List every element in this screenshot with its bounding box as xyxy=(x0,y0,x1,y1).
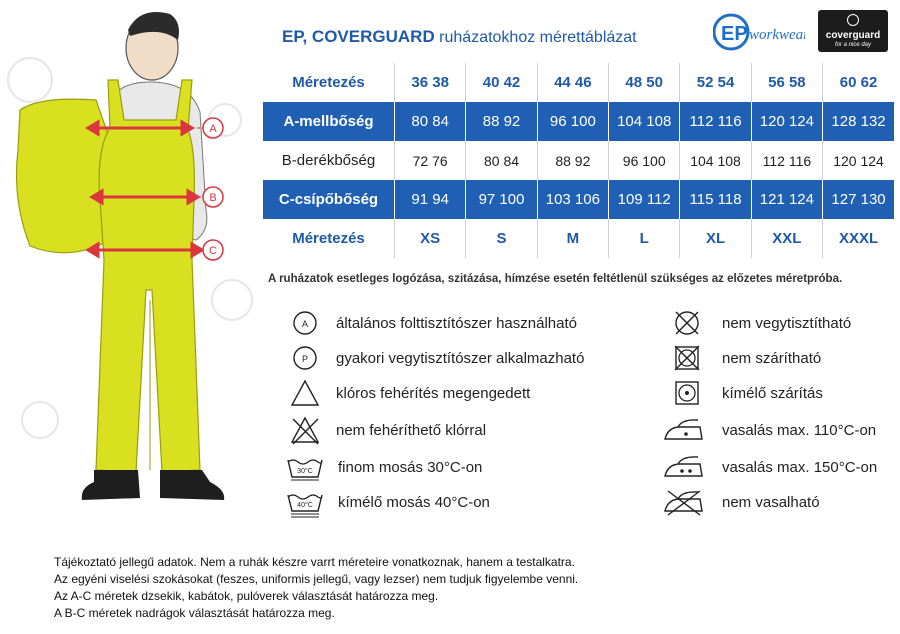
size-cell: 60 62 xyxy=(823,63,894,102)
table-cell: 72 76 xyxy=(395,141,466,180)
table-cell: 120 124 xyxy=(823,141,894,180)
size-cell: S xyxy=(466,219,537,258)
size-cell: XL xyxy=(680,219,751,258)
tumble-dry-gentle-icon xyxy=(672,378,702,408)
chest-row xyxy=(263,102,894,141)
size-cell: 44 46 xyxy=(537,63,608,102)
coverguard-logo-tagline: for a nice day xyxy=(834,42,872,48)
table-cell: 121 124 xyxy=(751,180,822,219)
care-text: kímélő szárítás xyxy=(722,385,823,402)
title-brand: EP, COVERGUARD xyxy=(282,27,435,46)
svg-text:30°C: 30°C xyxy=(297,468,313,475)
table-cell: 96 100 xyxy=(609,141,680,180)
table-cell: 104 108 xyxy=(609,102,680,141)
table-cell: 128 132 xyxy=(823,102,894,141)
marker-a-label: A xyxy=(209,123,217,135)
footnote-line: A B-C méretek nadrágok választását határozza meg. xyxy=(54,606,335,620)
table-cell: 91 94 xyxy=(395,180,466,219)
ep-logo-text: workwear xyxy=(749,27,805,43)
svg-text:A: A xyxy=(301,319,309,329)
size-cell: XS xyxy=(395,219,466,258)
coverguard-logo-word: coverguard xyxy=(825,30,881,41)
care-text: nem vegytisztítható xyxy=(722,315,852,332)
marker-c-label: C xyxy=(209,245,217,257)
table-cell: 103 106 xyxy=(537,180,608,219)
table-cell: 80 84 xyxy=(466,141,537,180)
footnote-line: Tájékoztató jellegű adatok. Nem a ruhák készre varrt méreteire vonatkoznak, hanem a testalkatra. xyxy=(54,555,575,569)
table-cell: 80 84 xyxy=(395,102,466,141)
table-cell: 112 116 xyxy=(751,141,822,180)
footnote-line: Az egyéni viselési szokásokat (feszes, uniformis jellegű, vagy lezser) nem tudjuk figyelembe venni. xyxy=(54,572,579,586)
table-cell: 109 112 xyxy=(609,180,680,219)
care-text: vasalás max. 110°C-on xyxy=(722,422,877,439)
care-text: nem fehéríthető klórral xyxy=(336,422,487,439)
row-label: B-derékbőség xyxy=(281,152,376,169)
iron-crossed-icon xyxy=(662,487,706,517)
row-label: Méretezés xyxy=(292,230,365,247)
size-cell: 52 54 xyxy=(680,63,751,102)
size-cell: 40 42 xyxy=(466,63,537,102)
svg-text:P: P xyxy=(301,354,309,364)
table-cell: 96 100 xyxy=(537,102,608,141)
table-cell: 97 100 xyxy=(466,180,537,219)
wash-30-icon xyxy=(285,452,325,482)
circle-a-icon xyxy=(290,308,320,338)
size-cell: XXXL xyxy=(823,219,894,258)
coverguard-logo xyxy=(818,10,888,52)
size-cell: M xyxy=(537,219,608,258)
care-text: finom mosás 30°C-on xyxy=(338,459,483,476)
globe-icon xyxy=(847,14,859,26)
size-cell: 48 50 xyxy=(609,63,680,102)
ep-workwear-logo xyxy=(713,12,805,52)
row-label: Méretezés xyxy=(292,74,365,91)
table-cell: 115 118 xyxy=(680,180,751,219)
iron-1-icon xyxy=(662,415,706,445)
tumble-dry-crossed-icon xyxy=(672,343,702,373)
row-label: A-mellbőség xyxy=(263,102,395,141)
wash-40-icon xyxy=(285,487,325,519)
iron-2-icon xyxy=(662,452,706,482)
hip-row xyxy=(263,180,894,219)
care-text: kímélő mosás 40°C-on xyxy=(338,494,490,511)
title-rest: ruházatokhoz mérettáblázat xyxy=(434,29,637,46)
size-letter-row xyxy=(263,219,894,258)
circle-p-icon xyxy=(290,343,320,373)
svg-text:40°C: 40°C xyxy=(297,502,313,509)
table-cell: 88 92 xyxy=(466,102,537,141)
triangle-crossed-icon xyxy=(290,415,324,445)
overalls-figure xyxy=(0,0,262,520)
footnotes xyxy=(54,554,578,622)
care-text: gyakori vegytisztítószer alkalmazható xyxy=(336,350,585,367)
table-cell: 120 124 xyxy=(751,102,822,141)
table-cell: 127 130 xyxy=(823,180,894,219)
footnote-line: Az A-C méretek dzsekik, kabátok, pulóverek választását határozza meg. xyxy=(54,589,439,603)
size-table xyxy=(263,63,894,258)
size-header-row xyxy=(263,63,894,102)
table-cell: 88 92 xyxy=(537,141,608,180)
marker-b-label: B xyxy=(209,192,217,204)
row-label: C-csípőbőség xyxy=(263,180,395,219)
care-text: vasalás max. 150°C-on xyxy=(722,459,878,476)
care-text: nem szárítható xyxy=(722,350,822,367)
waist-row xyxy=(263,141,894,180)
table-cell: 104 108 xyxy=(680,141,751,180)
care-text: általános folttisztítószer használható xyxy=(336,315,577,332)
care-text: nem vasalható xyxy=(722,494,820,511)
size-cell: L xyxy=(609,219,680,258)
triangle-icon xyxy=(290,378,324,408)
size-cell: 36 38 xyxy=(395,63,466,102)
size-cell: XXL xyxy=(751,219,822,258)
svg-text:EP: EP xyxy=(721,23,748,45)
circle-crossed-icon xyxy=(672,308,702,338)
size-cell: 56 58 xyxy=(751,63,822,102)
care-text: klóros fehérítés megengedett xyxy=(336,385,531,402)
fitting-note: A ruházatok esetleges logózása, szitázása, hímzése esetén feltétlenül szükséges az előzetes méretpróba. xyxy=(268,273,843,285)
table-cell: 112 116 xyxy=(680,102,751,141)
page-title xyxy=(282,27,637,47)
